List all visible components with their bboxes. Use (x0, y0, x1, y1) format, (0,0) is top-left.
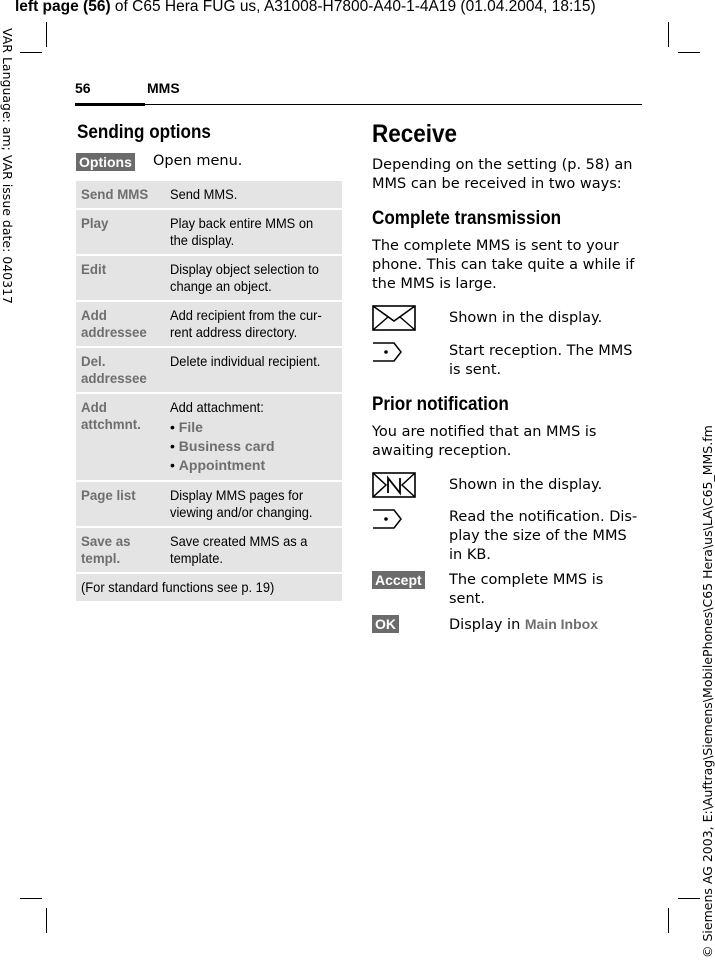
notification-envelope-icon (372, 472, 416, 502)
option-key: Page list (76, 482, 165, 526)
section-title: MMS (147, 80, 180, 96)
prior-notification-text: You are notified that an MMS is awaiting reception. (372, 424, 597, 459)
option-value: Save created MMS as a template. (165, 528, 342, 572)
option-key: Save as templ. (76, 528, 165, 572)
table-row (76, 256, 342, 300)
table-row (76, 181, 342, 208)
side-note-right: © Siemens AG 2003, E:\Auftrag\Siemens\MobilePhones\C65 Hera\us\LA\C65_MMS.fm (700, 425, 715, 958)
prior-item-text: Shown in the display. (449, 477, 603, 493)
ok-description-prefix: Display in (449, 617, 525, 633)
table-row (76, 528, 342, 572)
table-footer: (For standard functions see p. 19) (76, 574, 342, 601)
crop-mark (20, 898, 42, 899)
print-header-info: of C65 Hera FUG us, A31008-H7800-A40-1-4A19 (01.04.2004, 18:15) (110, 0, 596, 15)
option-key: Del. addressee (76, 348, 165, 392)
header-rule-accent (75, 103, 145, 106)
attachment-item: • Business card (170, 437, 338, 456)
option-key: Add attchmnt. (76, 394, 165, 480)
prior-item-text: Read the notification. Dis-play the size of the MMS in KB. (449, 509, 638, 563)
option-value: Send MMS. (165, 181, 342, 208)
prior-notification-heading: Prior notification (372, 394, 509, 415)
table-row (76, 394, 342, 480)
table-row (76, 302, 342, 346)
option-key: Add addressee (76, 302, 165, 346)
complete-item-text: Shown in the display. (449, 310, 603, 326)
attachment-item: • File (170, 418, 338, 437)
options-softkey[interactable] (76, 152, 135, 171)
crop-mark (678, 898, 700, 899)
option-value: Add attachment: • File • Business card • Appointment (165, 394, 342, 480)
option-value: Display object selection to change an object. (165, 256, 342, 300)
header-rule (75, 104, 642, 105)
crop-mark (46, 22, 47, 47)
print-header (15, 0, 596, 16)
send-key-icon[interactable] (372, 509, 402, 533)
page-number: 56 (75, 80, 91, 96)
send-key-icon[interactable] (372, 342, 402, 366)
accept-softkey[interactable] (372, 570, 425, 589)
option-value: Display MMS pages for viewing and/or changing. (165, 482, 342, 526)
options-key-label: Options (76, 153, 135, 171)
option-key: Edit (76, 256, 165, 300)
attachment-list (170, 418, 338, 475)
table-row (76, 210, 342, 254)
option-value: Delete individual recipient. (165, 348, 342, 392)
option-value: Add recipient from the cur-rent address directory. (165, 302, 342, 346)
ok-key-label: OK (372, 615, 399, 633)
crop-mark (668, 908, 669, 933)
table-row (76, 348, 342, 392)
crop-mark (46, 908, 47, 933)
options-table (76, 179, 342, 603)
option-value: Play back entire MMS on the display. (165, 210, 342, 254)
accept-key-label: Accept (372, 571, 425, 589)
main-inbox-label: Main Inbox (524, 616, 599, 632)
accept-description: The complete MMS is sent. (449, 572, 604, 607)
sending-options-heading: Sending options (77, 122, 211, 143)
crop-mark (678, 52, 700, 53)
crop-mark (668, 22, 669, 47)
receive-heading: Receive (372, 120, 458, 148)
ok-description (449, 615, 639, 635)
complete-item-text: Start reception. The MMS is sent. (449, 343, 633, 378)
print-header-page: left page (56) (15, 0, 111, 15)
side-note-left: VAR Language: am; VAR issue date: 040317 (0, 28, 15, 304)
complete-transmission-text: The complete MMS is sent to your phone. This can take quite a while if the MMS is large. (372, 238, 635, 292)
complete-transmission-heading: Complete transmission (372, 208, 562, 229)
table-row (76, 574, 342, 601)
attachment-item: • Appointment (170, 456, 338, 475)
option-key: Play (76, 210, 165, 254)
receive-intro: Depending on the setting (p. 58) an MMS can be received in two ways: (372, 157, 633, 192)
envelope-icon (372, 305, 416, 335)
options-description: Open menu. (153, 153, 243, 169)
option-key: Send MMS (76, 181, 165, 208)
ok-softkey[interactable] (372, 614, 399, 633)
table-row (76, 482, 342, 526)
crop-mark (20, 52, 42, 53)
